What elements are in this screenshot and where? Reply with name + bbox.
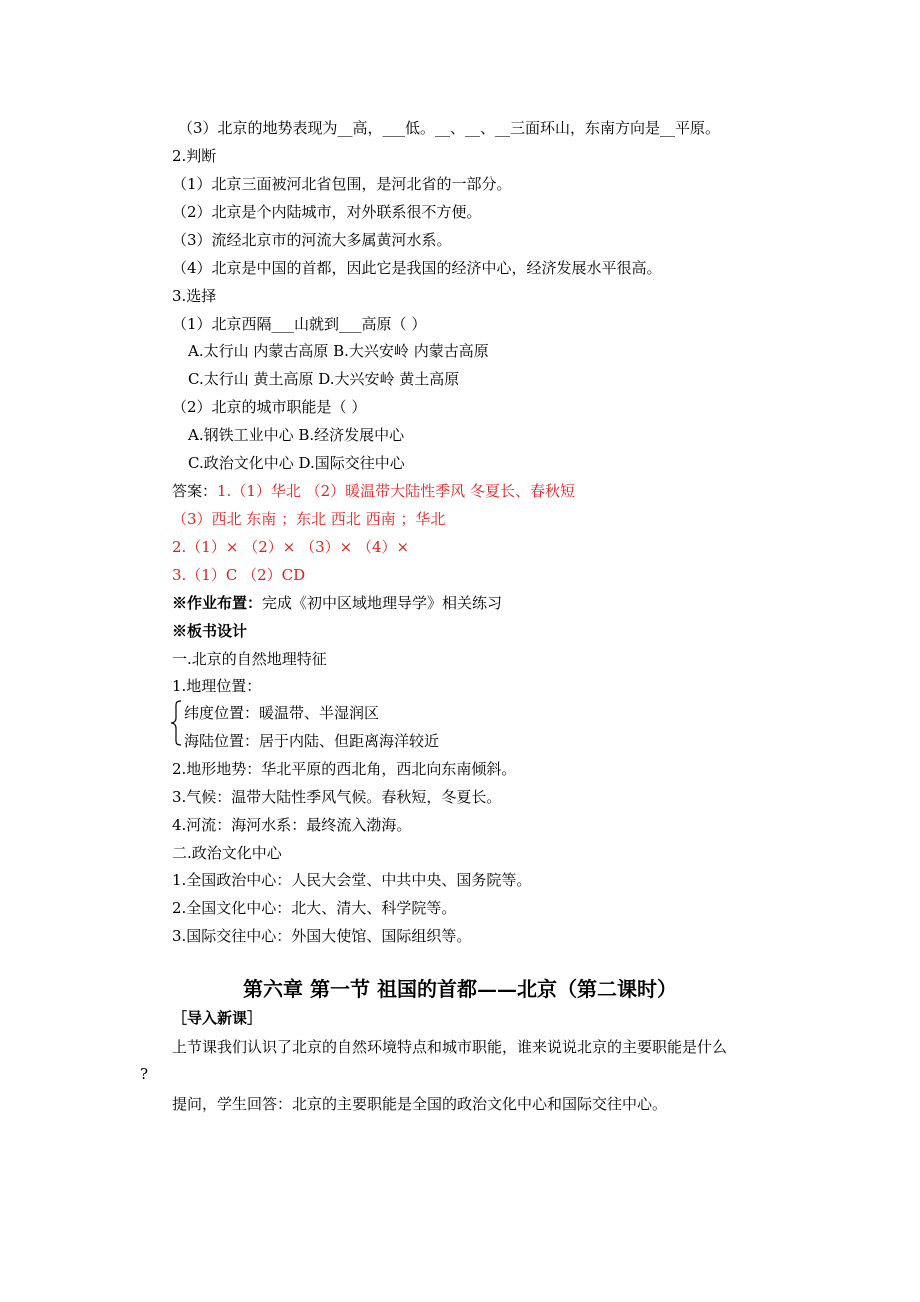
question-terrain: （3）北京的地势表现为__高，___低。__、__、__三面环山，东南方向是__平原。 — [178, 119, 721, 137]
board-heading: ※板书设计 — [172, 622, 248, 640]
intro-paragraph-continued: ? — [140, 1065, 149, 1083]
board-terrain: 2.地形地势：华北平原的西北角，西北向东南倾斜。 — [172, 760, 517, 778]
answer-label: 答案： — [172, 482, 218, 500]
board-climate: 3.气候：温带大陆性季风气候。春秋短，冬夏长。 — [172, 788, 502, 806]
choice-question-2: （2）北京的城市职能是（ ） — [172, 398, 367, 416]
answer-line: 3.（1）C （2）CD — [172, 566, 306, 584]
judge-item: （2）北京是个内陆城市，对外联系很不方便。 — [172, 203, 482, 221]
curly-brace-icon — [170, 700, 182, 746]
board-part2-title: 二.政治文化中心 — [172, 844, 282, 862]
choice-heading: 3.选择 — [172, 287, 217, 305]
judge-item: （3）流经北京市的河流大多属黄河水系。 — [172, 231, 452, 249]
chapter-title: 第六章 第一节 祖国的首都——北京（第二课时） — [243, 977, 677, 1001]
board-river: 4.河流：海河水系：最终流入渤海。 — [172, 816, 412, 834]
intro-label: ［导入新课］ — [172, 1009, 263, 1027]
board-geo-position: 1.地理位置： — [172, 677, 262, 695]
board-latitude: 纬度位置：暖温带、半湿润区 — [184, 704, 380, 722]
homework-line — [172, 593, 502, 613]
choice-options: C.政治文化中心 D.国际交往中心 — [188, 454, 405, 472]
board-culture: 2.全国文化中心：北大、清大、科学院等。 — [172, 899, 457, 917]
homework-label: ※作业布置： — [172, 594, 263, 612]
board-part1-title: 一.北京的自然地理特征 — [172, 650, 327, 668]
homework-text: 完成《初中区域地理导学》相关练习 — [262, 594, 503, 612]
board-sealand: 海陆位置：居于内陆、但距离海洋较近 — [184, 732, 440, 750]
choice-options: C.太行山 黄土高原 D.大兴安岭 黄土高原 — [188, 370, 460, 388]
judge-item: （4）北京是中国的首都，因此它是我国的经济中心，经济发展水平很高。 — [172, 259, 662, 277]
board-intl: 3.国际交往中心：外国大使馆、国际组织等。 — [172, 927, 472, 945]
intro-paragraph: 提问，学生回答：北京的主要职能是全国的政治文化中心和国际交往中心。 — [172, 1095, 668, 1113]
answer-text: 1.（1）华北 （2）暖温带大陆性季风 冬夏长、春秋短 — [217, 482, 575, 500]
board-politics: 1.全国政治中心：人民大会堂、中共中央、国务院等。 — [172, 871, 532, 889]
answer-line: （3）西北 东南 ；东北 西北 西南 ；华北 — [172, 510, 446, 528]
choice-question-1: （1）北京西隔___山就到___高原（ ） — [172, 315, 427, 333]
answer-line: 2.（1）× （2）× （3）× （4）× — [172, 538, 410, 556]
intro-paragraph: 上节课我们认识了北京的自然环境特点和城市职能，谁来说说北京的主要职能是什么 — [172, 1038, 728, 1056]
judge-item: （1）北京三面被河北省包围，是河北省的一部分。 — [172, 175, 512, 193]
choice-options: A.钢铁工业中心 B.经济发展中心 — [188, 426, 405, 444]
answer-line — [172, 481, 575, 501]
choice-options: A.太行山 内蒙古高原 B.大兴安岭 内蒙古高原 — [188, 342, 489, 360]
judge-heading: 2.判断 — [172, 147, 217, 165]
